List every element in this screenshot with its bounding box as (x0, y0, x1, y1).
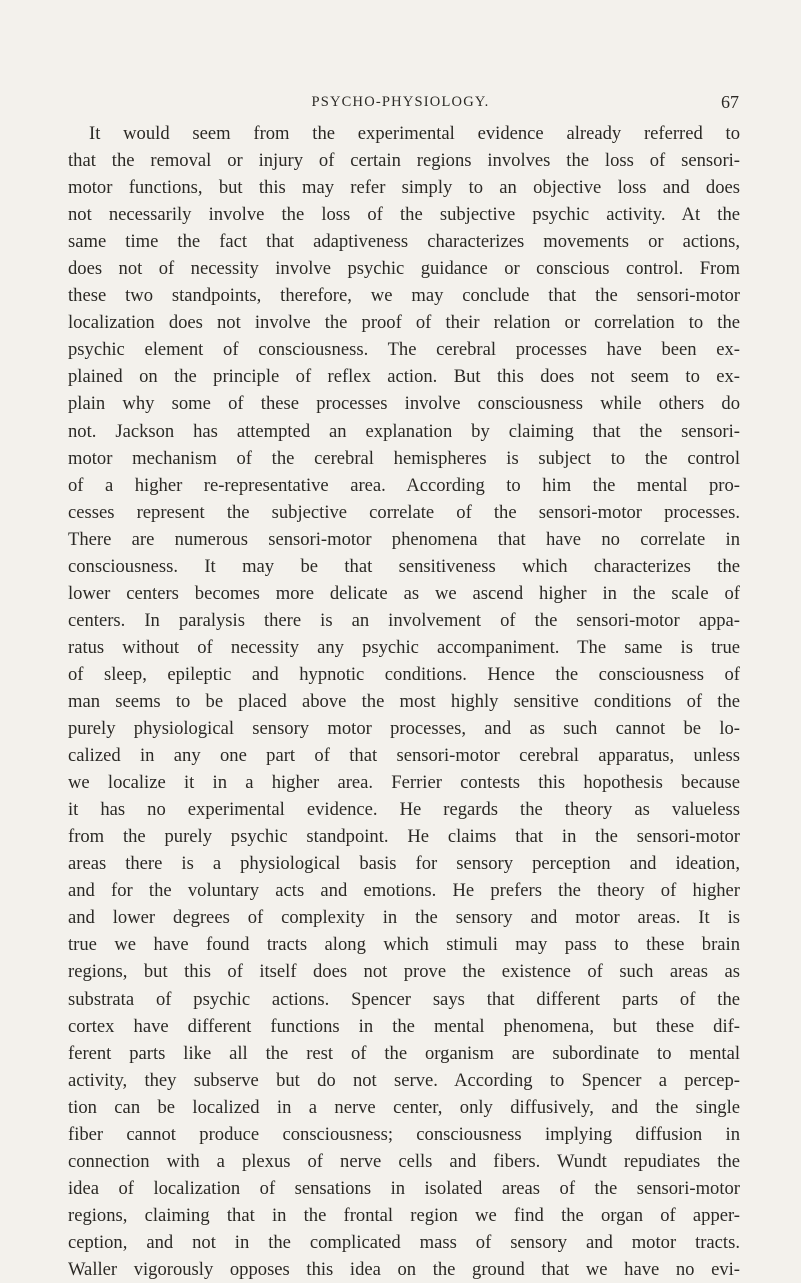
text-line: motor mechanism of the cerebral hemispheres is subject to the control (68, 447, 740, 469)
text-line: that the removal or injury of certain regions involves the loss of sensori- (68, 150, 740, 172)
text-line: of sleep, epileptic and hypnotic conditions. Hence the consciousness of (68, 663, 740, 685)
text-line: we localize it in a higher area. Ferrier contests this hopothesis because (68, 772, 740, 794)
text-line: psychic element of consciousness. The cerebral processes have been ex- (68, 339, 740, 361)
text-line: motor functions, but this may refer simply to an objective loss and does (68, 177, 740, 199)
text-line: does not of necessity involve psychic guidance or conscious control. From (68, 258, 740, 280)
text-line: it has no experimental evidence. He regards the theory as valueless (68, 799, 740, 821)
text-line: consciousness. It may be that sensitiveness which characterizes the (68, 555, 740, 577)
text-line: not. Jackson has attempted an explanation by claiming that the sensori- (68, 420, 740, 442)
text-line: not necessarily involve the loss of the subjective psychic activity. At the (68, 204, 740, 226)
text-line: true we have found tracts along which stimuli may pass to these brain (68, 934, 740, 956)
text-line: plained on the principle of reflex action. But this does not seem to ex- (68, 366, 740, 388)
text-line: connection with a plexus of nerve cells and fibers. Wundt repudiates the (68, 1150, 740, 1172)
text-line: plain why some of these processes involve consciousness while others do (68, 393, 740, 415)
page-number: 67 (721, 92, 739, 112)
text-line: same time the fact that adaptiveness characterizes movements or actions, (68, 231, 740, 253)
text-line: of a higher re-representative area. According to him the mental pro- (68, 474, 740, 496)
text-line: centers. In paralysis there is an involvement of the sensori-motor appa- (68, 609, 740, 631)
text-line: activity, they subserve but do not serve. According to Spencer a percep- (68, 1069, 740, 1091)
text-line: ception, and not in the complicated mass of sensory and motor tracts. (68, 1231, 740, 1253)
text-line: regions, but this of itself does not prove the existence of such areas as (68, 961, 740, 983)
text-line: Waller vigorously opposes this idea on the ground that we have no evi- (68, 1258, 740, 1280)
text-line: and lower degrees of complexity in the sensory and motor areas. It is (68, 907, 740, 929)
text-line: cortex have different functions in the mental phenomena, but these dif- (68, 1015, 740, 1037)
body-paragraph (68, 120, 740, 1283)
text-line: calized in any one part of that sensori-motor cerebral apparatus, unless (68, 745, 740, 767)
text-line: from the purely psychic standpoint. He claims that in the sensori-motor (68, 826, 740, 848)
text-line: There are numerous sensori-motor phenomena that have no correlate in (68, 528, 740, 550)
text-line: cesses represent the subjective correlate of the sensori-motor processes. (68, 501, 740, 523)
running-title: PSYCHO-PHYSIOLOGY. (311, 94, 490, 110)
text-line: substrata of psychic actions. Spencer says that different parts of the (68, 988, 740, 1010)
text-line: lower centers becomes more delicate as we ascend higher in the scale of (68, 582, 740, 604)
text-line: ferent parts like all the rest of the organism are subordinate to mental (68, 1042, 740, 1064)
text-line: man seems to be placed above the most highly sensitive conditions of the (68, 690, 740, 712)
text-line: ratus without of necessity any psychic accompaniment. The same is true (68, 636, 740, 658)
text-line: tion can be localized in a nerve center, only diffusively, and the single (68, 1096, 740, 1118)
text-line: these two standpoints, therefore, we may conclude that the sensori-motor (68, 285, 740, 307)
text-line: idea of localization of sensations in isolated areas of the sensori-motor (68, 1177, 740, 1199)
text-line: localization does not involve the proof of their relation or correlation to the (68, 312, 740, 334)
text-line: It would seem from the experimental evidence already referred to (89, 123, 740, 144)
text-line: regions, claiming that in the frontal region we find the organ of apper- (68, 1204, 740, 1226)
text-line: areas there is a physiological basis for sensory perception and ideation, (68, 853, 740, 875)
text-line: and for the voluntary acts and emotions. He prefers the theory of higher (68, 880, 740, 902)
text-line: fiber cannot produce consciousness; consciousness implying diffusion in (68, 1123, 740, 1145)
running-head (0, 91, 801, 113)
text-line: purely physiological sensory motor processes, and as such cannot be lo- (68, 718, 740, 740)
